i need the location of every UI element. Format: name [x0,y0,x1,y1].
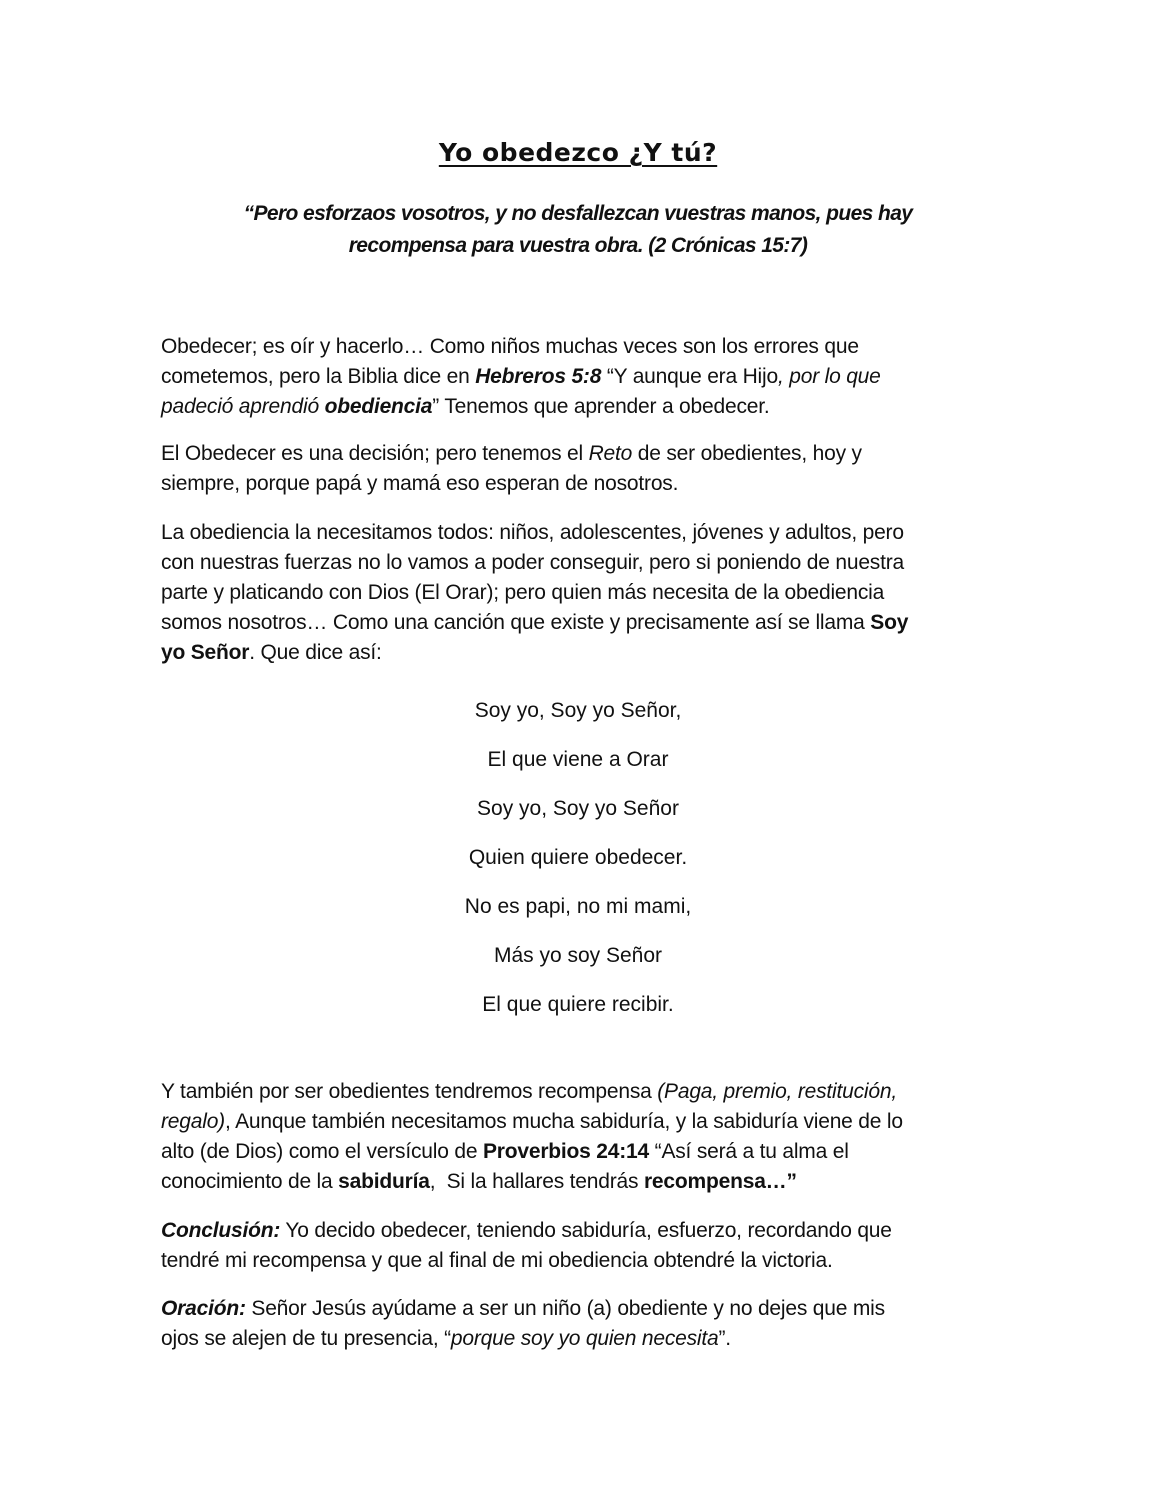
text-run: conocimiento de la [161,1170,339,1193]
text-run: Yo decido obedecer, teniendo sabiduría, esfuerzo, recordando que [280,1219,892,1242]
text-run: Obedecer; es oír y hacerlo… Como niños muchas veces son los errores que [161,335,859,358]
text-line [161,578,1001,608]
text-line [161,608,1001,638]
text-run: de ser obedientes, hoy y [632,442,862,465]
paragraph-oracion [161,1294,1001,1354]
text-run: porque soy yo quien necesita [450,1327,719,1350]
epigraph-line: recompensa para vuestra obra. (2 Crónicas 15:7) [348,234,808,257]
text-run: siempre, porque papá y mamá eso esperan de nosotros. [161,472,679,495]
text-line [161,1077,1001,1107]
text-line [161,392,1001,422]
text-run: sabiduría [338,1170,430,1193]
text-run: Y también por ser obedientes tendremos recompensa [161,1080,658,1103]
text-run: ojos se alejen de tu presencia, “ [161,1327,451,1350]
text-run: Soy [870,611,909,634]
paragraph-recompensa [161,1077,1001,1197]
text-line [161,469,1001,499]
text-run: Oración: [161,1297,246,1320]
text-run: Proverbios 24:14 [482,1140,650,1163]
text-line [161,362,1001,392]
epigraph-verse [0,198,1156,262]
text-run: parte y platicando con Dios (El Orar); pero quien más necesita de la obediencia [161,581,885,604]
song-lyrics [0,686,1156,1029]
text-run: padeció aprendió [161,395,325,418]
text-run: regalo) [161,1110,225,1133]
lyric-line: Soy yo, Soy yo Señor, [474,699,682,722]
text-line [161,1246,1001,1276]
text-line [161,1294,1001,1324]
document-title: Yo obedezco ¿Y tú? [438,138,718,167]
text-run: ”. [718,1327,731,1350]
lyric-line: No es papi, no mi mami, [464,895,692,918]
text-run: alto (de Dios) como el versículo de [161,1140,483,1163]
text-line [161,332,1001,362]
epigraph-line: “Pero esforzaos vosotros, y no desfallezcan vuestras manos, pues hay [243,202,913,225]
lyric-line: Quien quiere obedecer. [468,846,688,869]
text-run: Conclusión: [161,1219,281,1242]
text-run: tendré mi recompensa y que al final de mi obediencia obtendré la victoria. [161,1249,833,1272]
text-run: recompensa…” [643,1170,797,1193]
text-run: ” Tenemos que aprender a obedecer. [432,395,770,418]
lyric-line: El que quiere recibir. [482,993,674,1016]
text-line [161,439,1001,469]
text-line [161,1167,1001,1197]
paragraph-conclusion [161,1216,1001,1276]
text-line [161,518,1001,548]
paragraph-decision [161,439,1001,499]
text-run: somos nosotros… Como una canción que existe y precisamente así se llama [161,611,871,634]
lyric-line: Soy yo, Soy yo Señor [477,797,679,820]
text-run: Señor Jesús ayúdame a ser un niño (a) obediente y no dejes que mis [245,1297,885,1320]
text-run: El Obedecer es una decisión; pero tenemos el [161,442,589,465]
lyric-line: El que viene a Orar [487,748,669,771]
text-run: , Si la hallares tendrás [429,1170,644,1193]
text-run: “Y aunque era Hijo [601,365,778,388]
text-run: cometemos, pero la Biblia dice en [161,365,476,388]
paragraph-obedecer [161,332,1001,422]
text-line [161,1216,1001,1246]
text-run: Hebreros 5:8 [475,365,602,388]
text-run: obediencia [324,395,433,418]
text-run: . Que dice así: [249,641,382,664]
text-run: , por lo que [777,365,881,388]
text-run: , Aunque también necesitamos mucha sabiduría, y la sabiduría viene de lo [224,1110,903,1133]
text-run: con nuestras fuerzas no lo vamos a poder conseguir, pero si poniendo de nuestra [161,551,905,574]
text-line [161,1107,1001,1137]
text-line [161,1324,1001,1354]
text-line [161,638,1001,668]
paragraph-obediencia-todos [161,518,1001,668]
lyric-line: Más yo soy Señor [493,944,663,967]
text-run: (Paga, premio, restitución, [657,1080,897,1103]
text-run: yo Señor [161,641,250,664]
text-run: “Así será a tu alma el [649,1140,849,1163]
text-line [161,1137,1001,1167]
text-run: La obediencia la necesitamos todos: niños, adolescentes, jóvenes y adultos, pero [161,521,904,544]
text-line [161,548,1001,578]
text-run: Reto [588,442,633,465]
